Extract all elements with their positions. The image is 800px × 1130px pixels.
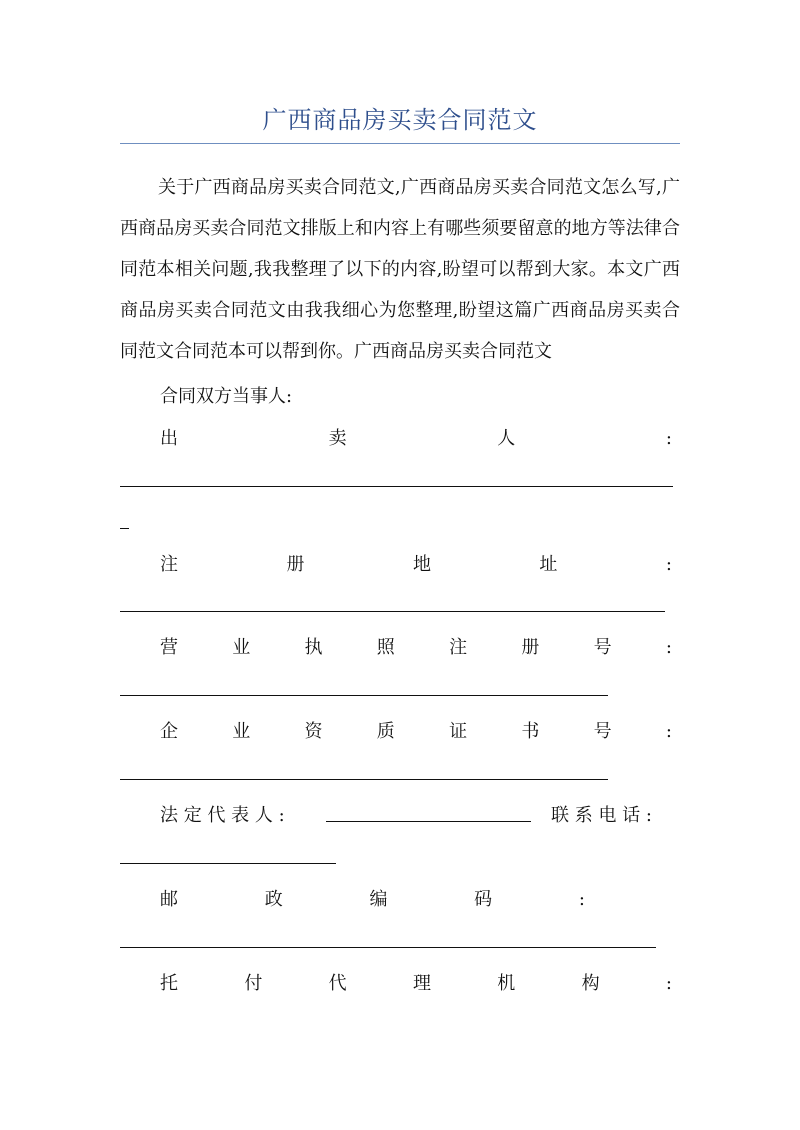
label-char: 码 [474,889,493,910]
label-char: 业 [232,721,251,742]
label-char: : [665,637,672,658]
label-char: 出 [160,428,178,449]
label-char: 册 [286,554,305,575]
label-char: 卖 [328,428,347,449]
qualification-cert-label [160,719,672,745]
seller-blank-continuation [120,510,129,537]
label-char: : [665,973,672,994]
label-char: 照 [376,637,395,658]
label-char: : [665,721,672,742]
registered-address-blank [120,593,665,620]
business-license-label [160,635,672,661]
title-divider [120,143,680,144]
label-char: : [578,889,585,910]
business-license-blank [120,677,608,704]
label-char: 付 [244,973,263,994]
label-char: 代 [328,973,347,994]
label-char: 号 [593,721,612,742]
label-char: 资 [304,721,323,742]
postcode-blank [120,929,656,956]
legal-representative-blank [326,803,531,830]
label-char: 书 [521,721,540,742]
label-char: : [665,554,672,575]
label-char: 地 [412,554,431,575]
document-title: 广西商品房买卖合同范文 [262,106,538,134]
label-char: 执 [304,637,323,658]
label-char: 证 [449,721,468,742]
label-char: 册 [521,637,540,658]
label-char: 营 [160,637,178,658]
intro-paragraph: 关于广西商品房买卖合同范文,广西商品房买卖合同范文怎么写,广西商品房买卖合同范文排版上和内容上有哪些须要留意的地方等法律合同范本相关问题,我我整理了以下的内容,盼望可以帮到大家。本文广西商品房买卖合同范文由我我细心为您整理,盼望这篇广西商品房买卖合同范文合同范本可以帮到你。广西商品房买卖合同范文 [120,177,680,362]
label-char: 构 [581,973,600,994]
parties-label: 合同双方当事人: [160,386,293,407]
label-char: 注 [160,554,178,575]
label-char: 企 [160,721,178,742]
postcode-label [160,887,585,913]
label-char: 业 [232,637,251,658]
phone-blank [120,845,336,872]
label-char: 托 [160,973,178,994]
agency-label [160,971,672,997]
label-char: 理 [412,973,431,994]
label-char: 注 [449,637,468,658]
registered-address-label [160,552,672,578]
label-char: 址 [539,554,558,575]
label-char: 机 [497,973,516,994]
label-char: 编 [369,889,388,910]
phone-label: 联 系 电 话 : [551,805,652,826]
label-char: 质 [376,721,395,742]
label-char: 号 [593,637,612,658]
qualification-cert-blank [120,761,608,788]
seller-label [160,426,672,452]
label-char: 邮 [160,889,178,910]
label-char: : [665,428,672,449]
legal-representative-label: 法 定 代 表 人 : [160,805,285,826]
seller-blank [120,468,673,495]
label-char: 政 [264,889,283,910]
label-char: 人 [497,428,516,449]
